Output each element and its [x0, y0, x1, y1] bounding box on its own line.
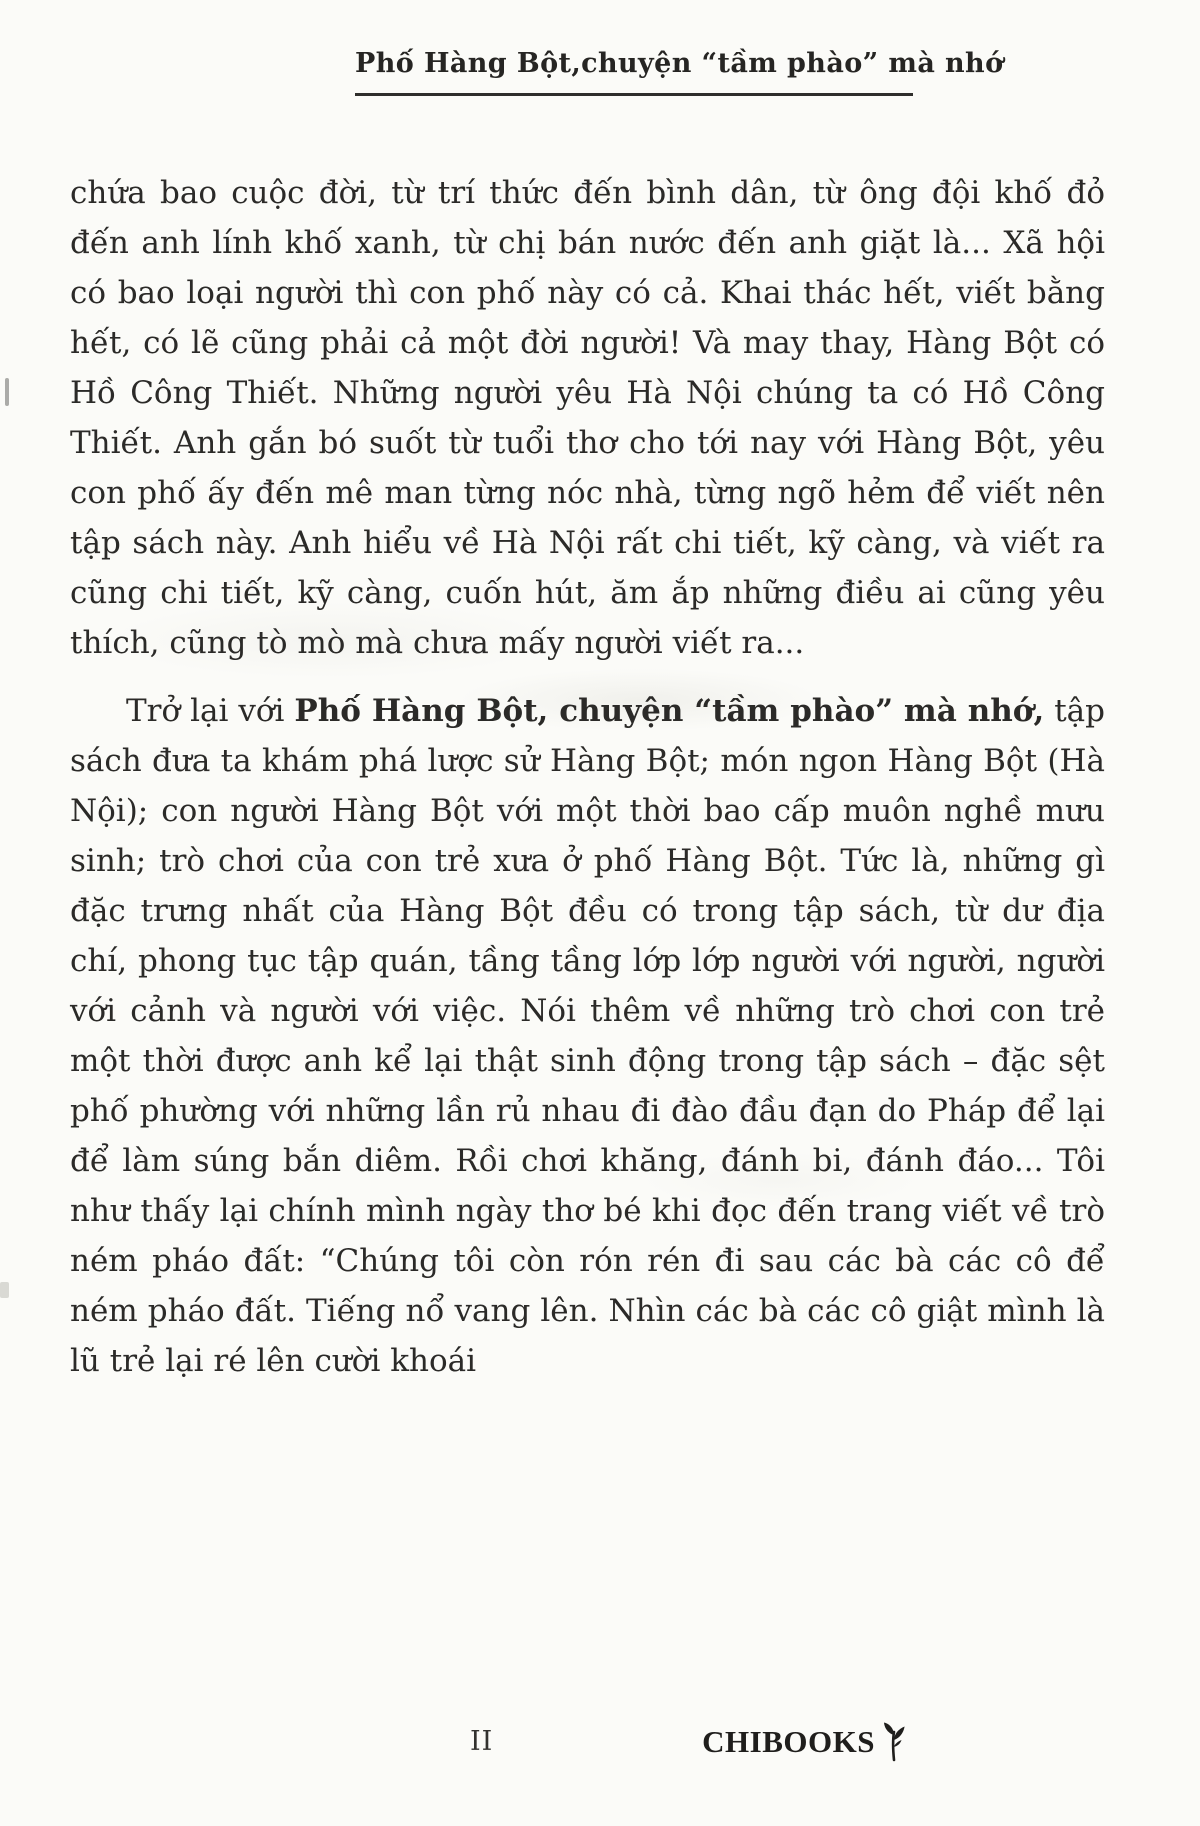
page-footer	[0, 1718, 1200, 1778]
header-rule	[355, 93, 913, 96]
paragraph	[70, 686, 1105, 1386]
publisher-wordmark: CHIBOOKS	[702, 1724, 875, 1759]
page-number: II	[470, 1726, 494, 1757]
paragraph-text: Trở lại với	[126, 693, 295, 729]
page-body	[70, 168, 1105, 1386]
paragraph	[70, 168, 1105, 668]
scan-artifact	[5, 378, 9, 406]
running-header-title: Phố Hàng Bột,chuyện “tầm phào” mà nhớ	[355, 48, 1004, 79]
paragraphs	[70, 168, 1105, 1386]
book-title-emphasis: Phố Hàng Bột, chuyện “tầm phào” mà nhớ,	[294, 693, 1045, 729]
scan-artifact	[0, 1282, 9, 1298]
sprout-icon	[876, 1720, 912, 1760]
paragraph-text: tập sách đưa ta khám phá lược sử Hàng Bột; món ngon Hàng Bột (Hà Nội); con người Hàng Bột với một thời bao cấp muôn nghề mưu sinh; trò chơi của con trẻ xưa ở phố Hàng Bột. Tức là, những gì đặc trưng nhất của Hàng Bột đều có trong tập sách, từ dư địa chí, phong tục tập quán, tầng tầng lớp lớp người với người, người với cảnh và người với việc. Nói thêm về những trò chơi con trẻ một thời được anh kể lại thật sinh động trong tập sách – đặc sệt phố phường với những lần rủ nhau đi đào đầu đạn do Pháp để lại để làm súng bắn diêm. Rồi chơi khăng, đánh bi, đánh đáo... Tôi như thấy lại chính mình ngày thơ bé khi đọc đến trang viết về trò ném pháo đất: “Chúng tôi còn rón rén đi sau các bà các cô để ném pháo đất. Tiếng nổ vang lên. Nhìn các bà các cô giật mình là lũ trẻ lại ré lên cười khoái	[70, 693, 1105, 1379]
paragraph-text: chứa bao cuộc đời, từ trí thức đến bình dân, từ ông đội khố đỏ đến anh lính khố xanh, từ chị bán nước đến anh giặt là... Xã hội có bao loại người thì con phố này có cả. Khai thác hết, viết bằng hết, có lẽ cũng phải cả một đời người! Và may thay, Hàng Bột có Hồ Công Thiết. Những người yêu Hà Nội chúng ta có Hồ Công Thiết. Anh gắn bó suốt từ tuổi thơ cho tới nay với Hàng Bột, yêu con phố ấy đến mê man từng nóc nhà, từng ngõ hẻm để viết nên tập sách này. Anh hiểu về Hà Nội rất chi tiết, kỹ càng, và viết ra cũng chi tiết, kỹ càng, cuốn hút, ăm ắp những điều ai cũng yêu thích, cũng tò mò mà chưa mấy người viết ra...	[70, 175, 1105, 661]
publisher-logo	[702, 1720, 912, 1760]
